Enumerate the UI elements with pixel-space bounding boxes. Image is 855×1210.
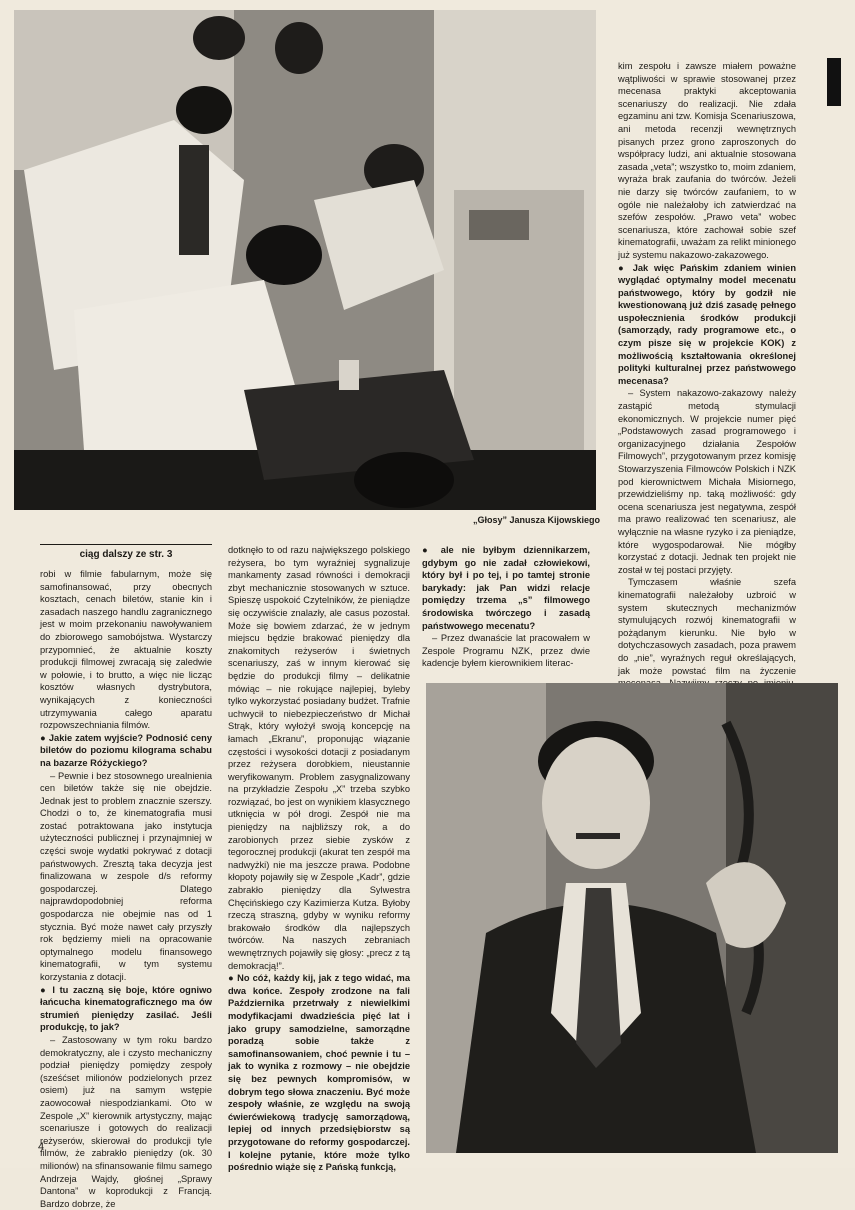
paragraph: – System nakazowo-zakazowy należy zastąpić metodą stymulacji ekonomicznych. W projekcie numer pięć „Podstawowych zasad programowego i organizacyjnego działania Zespołów Filmowych”, przygotowanym przez komisję Stowarzyszenia Filmowców Polskich i NZK pod kierownictwem Michała Misiornego, przewidzieliśmy np. taką możliwość: gdy ocena scenariusza jest negatywna, zespół ma prawo realizować ten scenariusz, ale wyłącznie na własne ryzyko i za pieniądze, które wygospodarował. Nie mógłby korzystać z dotacji. Jednak ten projekt nie został w tej postaci przyjęty.: [618, 388, 796, 575]
page-edge-mark: [827, 58, 841, 106]
paragraph: dotknęło to od razu największego polskiego reżysera, bo tym wyraźniej sygnalizuje mankamenty zasad równości i demokracji zbyt mechanicznie stosowanych w sztuce. Spieszę uspokoić Czytelników, że pieniądze się oczywiście znalazły, ale casus pozostał. Może się bowiem zdarzać, że w jednym miejscu będzie brakować pieniędzy dla znakomitych reżyserów i świetnych scenariuszy, zaś w innym kierować się będzie do produkcji filmy – delikatnie mówiąc – nie rokujące najlepiej, byleby tylko wykorzystać posiadany budżet. Trafnie uchwycił to niebezpieczeństwo dr Michał Strąk, który wyłożył swoją koncepcję na łamach „Ekranu”, proponując wiązanie częstości i wysokości dotacji z posiadanym przez reżysera dorobkiem, nieustannie weryfikowanym. Problem zasygnalizowany na przykładzie Zespołu „X” trzeba szybko rozwiązać, bo jest on wynikiem klasycznego utknięcia w pół drogi. Zespół nie ma pieniędzy na najbliższy rok, a do zarobionych przez siebie zysków z tegorocznej produkcji (akurat ten zespół ma nadwyżki) nie ma jeszcze prawa. Podobne kłopoty pojawiły się w Zespole „Kadr”, gdzie zabrakło pieniędzy dla Sylwestra Chęcińskiego czy Kazimierza Kutza. Byłoby rzeczą straszną, gdyby w wyniku reformy brakowało środków dla najlepszych twórców. Na naszych zebraniach wewnętrznych pojawiły się głosy: „precz z tą demokracją!”.: [228, 545, 410, 971]
paragraph: – Przez dwanaście lat pracowałem w Zespole Programu NZK, przez dwie kadencje byłem kierownikiem literac-: [422, 633, 590, 669]
text-column-1: [40, 568, 212, 1209]
paragraph: robi w filmie fabularnym, może się samofinansować, przy obecnych kosztach, cenach biletów, stanie kin i zasadach naszego handlu zagranicznego jest w moim przekonaniu nawoływaniem do zbiorowego samobójstwa. Wystarczy przypomnieć, że aktualnie koszty produkcji filmowej zwracają się zaledwie w połowie, i to brutto, a więc nie licząc kosztów własnych dystrybutora, wynikających z konieczności utrzymywania całego aparatu rozpowszechniania filmów.: [40, 569, 212, 731]
paragraph: – Pewnie i bez stosownego urealnienia cen biletów także się nie obejdzie. Jednak jest to problem znacznie szerszy. Chodzi o to, że kinematografia musi zostać potraktowana jako instytucja użyteczności publicznej i przynajmniej w części swoje wydatki pokrywać z dotacji państwowych. Zresztą taka decyzja jest finalizowana w zespole d/s reformy gospodarczej. Dlatego najprawdopodobniej reforma gospodarcza nie obejmie nas od 1 stycznia. Być może nawet cały przyszły rok będziemy mieli na opracowanie optymalnego modelu finansowego kinematografii, w tym systemu korzystania z dotacji.: [40, 770, 212, 982]
text-column-2: [228, 544, 410, 1173]
paragraph: Tymczasem właśnie szefa kinematografii należałoby uzbroić w system skutecznych mechanizmów stymulujących rozwój kinematografii w pożądanym kierunku. Nie było w dotychczasowych zasadach, poza prawem do „nie”, wyraźnych reguł określających, jak może powstać film na życzenie: [618, 577, 796, 676]
interview-question: ● Jak więc Pańskim zdaniem winien wyglądać optymalny model mecenatu państwowego, który by godził nie kwestionowaną już dziś zasadę pełnego uspołecznienia środków produkcji (samorządy, rady programowe etc., o czym pisze się w projekcie KOK) z możliwością kształtowania określonej polityki kulturalnej przez państwowego mecenasa?: [618, 262, 796, 388]
paragraph: – Zastosowany w tym roku bardzo demokratyczny, ale i czysto mechaniczny podział pieniędzy pomiędzy zespoły (sześćset milionów podzielonych przez osiem) już na samym wstępie zaowocował niespodziankami. Oto w Zespole „X” kierownik artystyczny, mając scenariusze i gotowych do realizacji reżyserów, skierował do produkcji tyle filmów, że zabrakło pieniędzy (ok. 30 milionów) na sfinansowanie filmu samego Andrzeja Wajdy, głośnej „Sprawy Dantona” w koprodukcji z Francją. Bardzo dobrze, że: [40, 1034, 212, 1209]
interview-question-continued: ● ale nie byłbym dziennikarzem, gdybym go nie zadał człowiekowi, który był i po tej, i po tamtej stronie barykady: jak Pan widzi relacje pomiędzy trzema „s” filmowego środowiska twórczego i zasadą państwowego mecenatu?: [422, 544, 590, 632]
text-column-4: [618, 60, 796, 678]
page-number: 4: [38, 1141, 45, 1153]
portrait-illustration: [426, 683, 838, 1153]
text-column-3: [422, 544, 590, 676]
interview-question: ● Jakie zatem wyjście? Podnosić ceny biletów do poziomu kilograma schabu na bazarze Różyckiego?: [40, 732, 212, 770]
continued-from-heading: ciąg dalszy ze str. 3: [40, 544, 212, 560]
paragraph: kim zespołu i zawsze miałem poważne wątpliwości w sprawie stosowanej przez mecenasa praktyki akceptowania scenariuszy do realizacji. Nie zdała egzaminu ani tzw. Komisja Scenariuszowa, ani metoda recenzji wewnętrznych pisanych przez grono zaproszonych do współpracy ludzi, ani aktualnie stosowana zasada „veta”; wszystko to, moim zdaniem, wyraża brak zaufania do twórców. Jeżeli nie darzy się twórców zaufaniem, to w ogóle nie należałoby ich zatwierdzać na szefów zespołów. „Prawo veta” wobec scenariusza, które zachował sobie szef kinematografii, uważam za relikt minionego już systemu nakazowo-zakazowego.: [618, 61, 796, 260]
film-still-illustration: [14, 10, 596, 510]
interview-question: ● No cóż, każdy kij, jak z tego widać, ma dwa końce. Zespoły zrodzone na fali Października przetrwały z niewielkimi modyfikacjami dwadzieścia pięć lat i jako grupy samodzielne, samorządne poradzą sobie także z samofinansowaniem, choć pewnie i tu – jak to wynika z rozmowy – nie obejdzie się bez pewnych kompromisów, w dobrym tego słowa znaczeniu. Być może zespoły właśnie, ze względu na swoją ćwierćwiekową tradycję samorządową, lepiej od innych przedsiębiorstw są przygotowane do reformy gospodarczej. I kolejne pytanie, które może tylko pośrednio wiąże się z Pańską funkcją,: [228, 972, 410, 1174]
film-still-photo-top: [14, 10, 596, 510]
photo-caption: „Głosy” Janusza Kijowskiego: [472, 515, 600, 525]
portrait-photo-bottom: [426, 683, 838, 1153]
interview-question: ● I tu zaczną się boje, które ogniwo łańcucha kinematograficznego ma ów strumień pieniędzy zasilać. Jeśli produkcję, to jak?: [40, 984, 212, 1034]
